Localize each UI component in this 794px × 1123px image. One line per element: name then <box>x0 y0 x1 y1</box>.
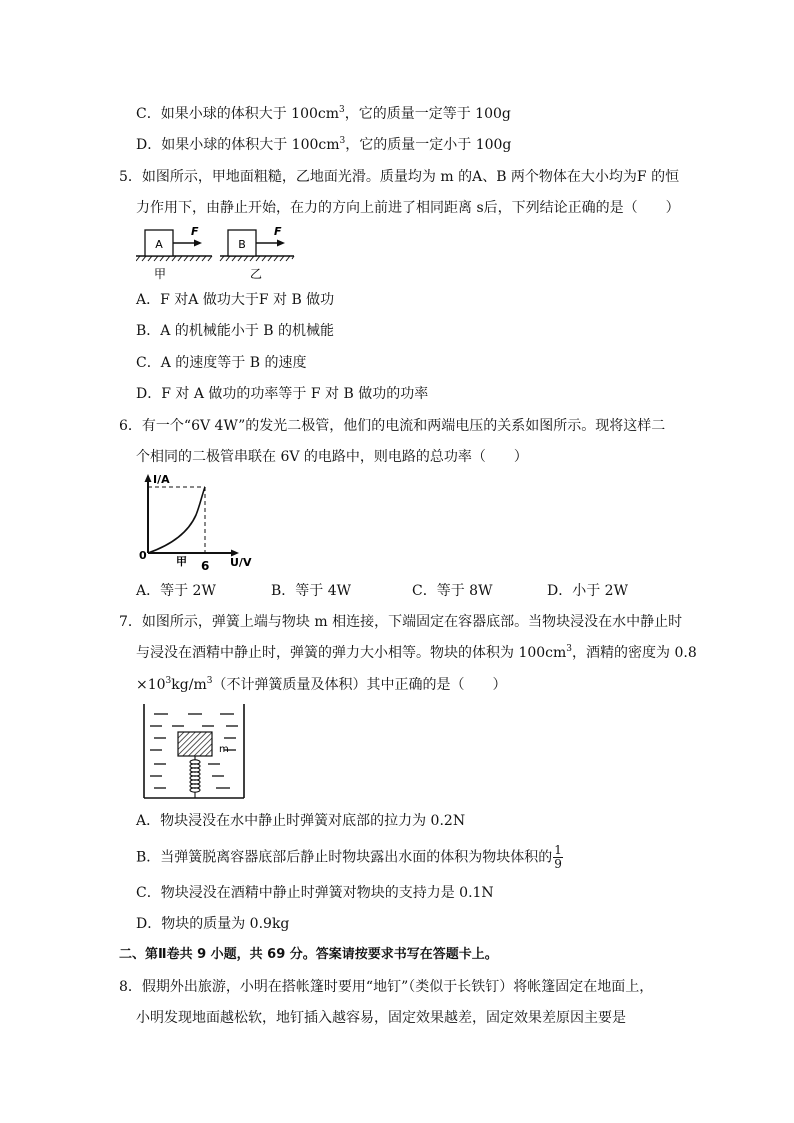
q7-stem-line2: 与浸没在酒精中静止时，弹簧的弹力大小相等。物块的体积为 $100cm^3$，酒精的密度为 0.8 <box>136 644 697 661</box>
q8-stem-line2: 小明发现地面越松软，地钉插入越容易，固定效果越差，固定效果差原因主要是 <box>136 1010 626 1026</box>
ground-label-yi: 乙 <box>250 267 263 281</box>
block-b-label: B <box>238 238 246 251</box>
q5-stem-line1: 5．如图所示，甲地面粗糙，乙地面光滑。质量均为 m 的A、B 两个物体在大小均为F 的恒 <box>119 169 680 185</box>
q6-iv-graph <box>136 471 256 575</box>
q4-option-c: C．如果小球的体积大于 $100cm^3$，它的质量一定等于 100g <box>136 105 511 122</box>
origin-label: 0 <box>139 549 147 562</box>
q7-container-figure <box>140 702 250 802</box>
mass-block <box>178 732 212 756</box>
q8-stem-line1: 8．假期外出旅游，小明在搭帐篷时要用“地钉”（类似于长铁钉）将帐篷固定在地面上， <box>119 979 654 995</box>
q5-stem-line2: 力作用下，由静止开始，在力的方向上前进了相同距离 s后，下列结论正确的是（ ） <box>136 200 680 216</box>
section-2-heading: 二、第Ⅱ卷共 9 小题，共 69 分。答案请按要求书写在答题卡上。 <box>119 947 498 962</box>
spring <box>190 756 200 798</box>
graph-name-label: 甲 <box>176 555 187 568</box>
block-a-label: A <box>155 238 163 251</box>
x-tick-6: 6 <box>201 559 210 573</box>
q5-option-b: B．A 的机械能小于 B 的机械能 <box>136 323 335 339</box>
q7-option-b: B．当弹簧脱离容器底部后静止时物块露出水面的体积为物块体积的 $\frac{1}{9}$ <box>136 843 562 871</box>
q7-option-c: C．物块浸没在酒精中静止时弹簧对物块的支持力是 0.1N <box>136 885 494 901</box>
q6-option-a: A．等于 2W <box>136 583 216 599</box>
q6-stem-line2: 个相同的二极管串联在 6V 的电路中，则电路的总功率（ ） <box>136 449 528 465</box>
q6-option-c: C．等于 8W <box>412 583 493 599</box>
fraction-one-ninth: $\frac{1}{9}$ <box>554 843 562 871</box>
q7-stem-line1: 7．如图所示，弹簧上端与物块 m 相连接，下端固定在容器底部。当物块浸没在水中静止时 <box>119 614 683 630</box>
y-axis-label: I/A <box>153 473 170 486</box>
q6-option-d: D．小于 2W <box>547 583 628 599</box>
q5-option-a: A．F 对A 做功大于F 对 B 做功 <box>136 292 335 308</box>
q6-option-b: B．等于 4W <box>271 583 352 599</box>
mass-label: m <box>219 744 229 755</box>
x-axis-label: U/V <box>230 556 252 569</box>
force-label-a: F <box>191 225 199 238</box>
force-label-b: F <box>274 225 282 238</box>
q7-option-a: A．物块浸没在水中静止时弹簧对底部的拉力为 0.2N <box>136 813 466 829</box>
q7-option-d: D．物块的质量为 0.9kg <box>136 916 290 932</box>
ground-label-jia: 甲 <box>154 267 167 281</box>
q4-option-d: D．如果小球的体积大于 $100cm^3$，它的质量一定小于 100g <box>136 136 512 153</box>
q5-option-c: C．A 的速度等于 B 的速度 <box>136 355 307 371</box>
q6-stem-line1: 6．有一个“6V 4W”的发光二极管，他们的电流和两端电压的关系如图所示。现将这样二 <box>119 418 666 434</box>
iv-curve <box>148 487 205 553</box>
q5-figure <box>136 222 306 282</box>
q5-option-d: D．F 对 A 做功的功率等于 F 对 B 做功的功率 <box>136 386 429 402</box>
q7-stem-line3: $\times 10^3kg/m^3$（不计弹簧质量及体积）其中正确的是（ ） <box>136 676 507 693</box>
